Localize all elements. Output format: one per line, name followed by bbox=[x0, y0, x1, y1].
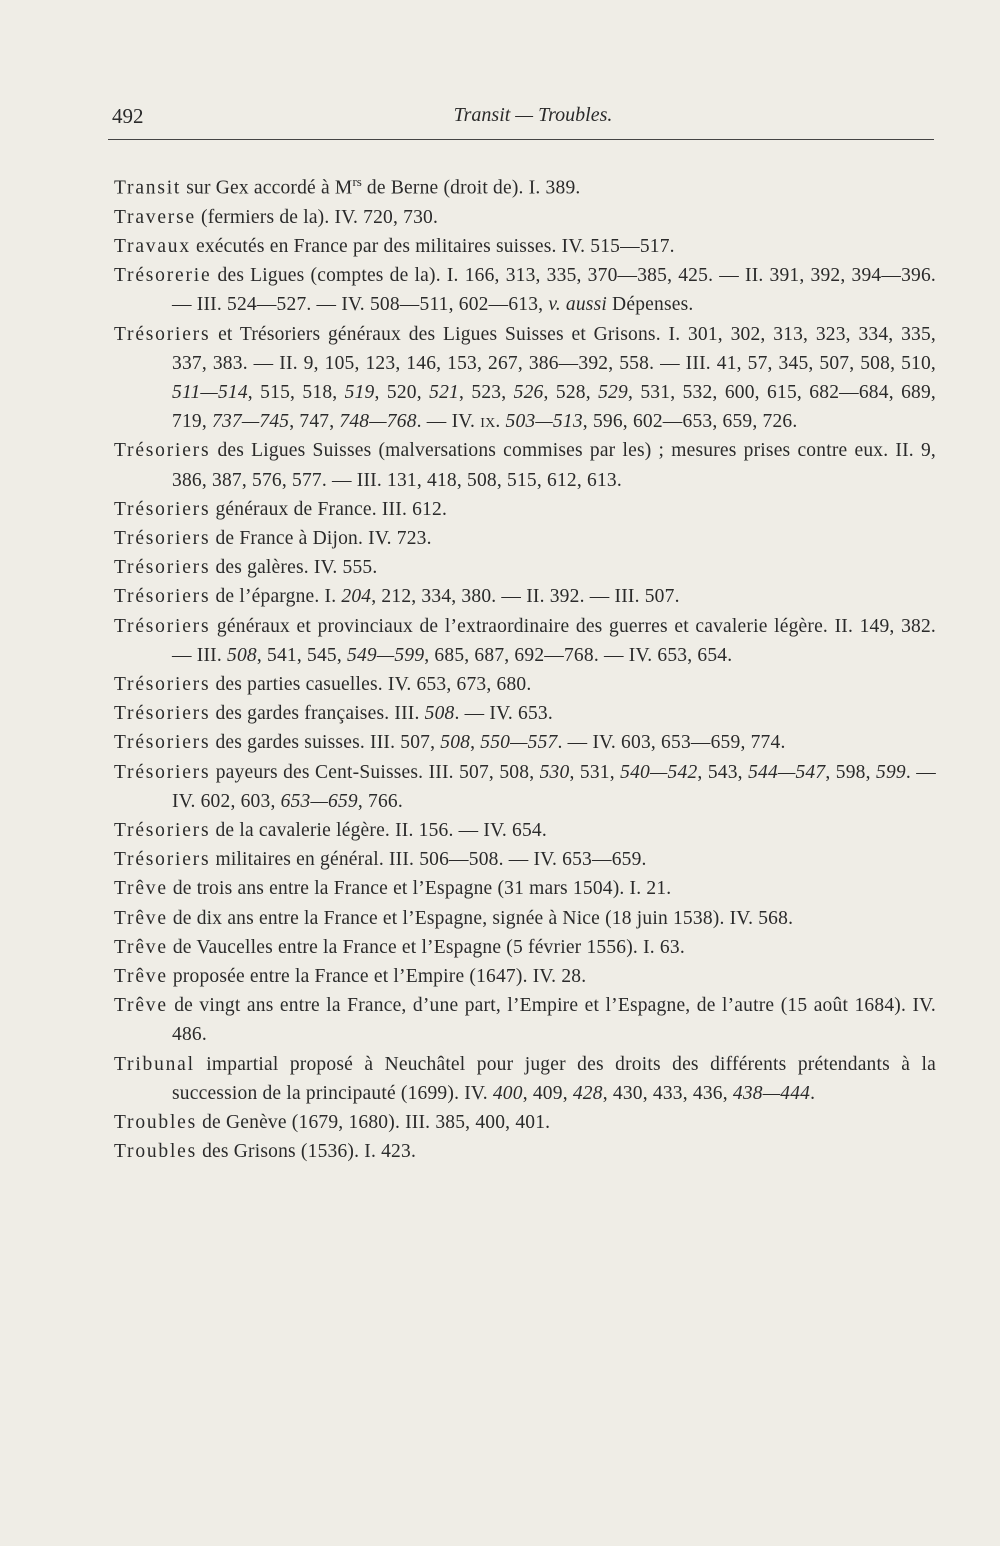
index-entry bbox=[114, 612, 936, 670]
index-entry bbox=[114, 232, 936, 261]
entry-text: des gardes suisses. III. 507, bbox=[210, 732, 441, 754]
index-entry bbox=[114, 261, 936, 319]
entry-text: . — IV. bbox=[416, 411, 481, 433]
entry-text: 204 bbox=[341, 586, 372, 608]
index-entry bbox=[114, 203, 936, 232]
entry-headword: Trésoriers bbox=[114, 498, 211, 520]
entry-headword: Trésoriers bbox=[114, 440, 211, 462]
entry-text: ix bbox=[480, 411, 496, 433]
entry-headword: Trésoriers bbox=[114, 849, 211, 871]
index-entry bbox=[114, 320, 936, 437]
entry-text: proposée entre la France et l’Empire (1647). IV. 28. bbox=[167, 965, 587, 987]
entry-headword: Tribunal bbox=[114, 1053, 195, 1075]
entry-text: 737—745 bbox=[212, 411, 290, 433]
entry-text: , 685, 687, 692—768. — IV. 653, 654. bbox=[424, 644, 733, 666]
entry-headword: Trêve bbox=[114, 965, 168, 987]
entry-text: rs bbox=[352, 174, 362, 189]
entry-text: . — IV. 602, 603, bbox=[172, 761, 937, 812]
entry-text: 428 bbox=[572, 1082, 603, 1104]
entry-headword: Trésoriers bbox=[114, 732, 211, 754]
entry-headword: Trêve bbox=[114, 907, 168, 929]
entry-headword: Troubles bbox=[114, 1141, 198, 1163]
entry-text: v. aussi bbox=[548, 294, 607, 316]
entry-headword: Trésoriers bbox=[114, 527, 211, 549]
entry-text: 550—557 bbox=[480, 732, 558, 754]
entry-text: de dix ans entre la France et l’Espagne, signée à Nice (18 juin 1538). IV. 568. bbox=[167, 907, 794, 929]
entry-text: 544—547 bbox=[748, 761, 826, 783]
entry-text: 438—444 bbox=[732, 1082, 811, 1104]
entry-headword: Trésoriers bbox=[114, 703, 211, 725]
entry-text: 653—659 bbox=[280, 790, 358, 812]
entry-headword: Troubles bbox=[114, 1112, 198, 1133]
entry-text: des galères. IV. 555. bbox=[210, 557, 378, 579]
entry-text: 599 bbox=[876, 761, 906, 783]
entry-text: . bbox=[810, 1082, 816, 1104]
entry-text: de Berne (droit de). I. 389. bbox=[361, 177, 581, 199]
index-entry bbox=[114, 962, 936, 991]
entry-text: , 766. bbox=[357, 790, 403, 812]
entry-text: , 523, bbox=[459, 381, 514, 403]
index-entry bbox=[114, 991, 936, 1049]
header-rule bbox=[108, 139, 934, 140]
entry-text: 503—513 bbox=[505, 411, 583, 433]
entry-text: 529 bbox=[598, 381, 628, 403]
entry-headword: Trésoriers bbox=[114, 819, 211, 841]
entry-headword: Transit bbox=[114, 177, 182, 199]
entry-text: , 520, bbox=[374, 381, 430, 403]
entry-text: payeurs des Cent-Suisses. III. 507, 508, bbox=[210, 761, 540, 783]
page-header bbox=[112, 104, 934, 138]
index-entry bbox=[114, 670, 936, 699]
entry-text: 540—542 bbox=[620, 761, 698, 783]
entry-headword: Trêve bbox=[114, 936, 168, 958]
index-entries bbox=[114, 167, 936, 1166]
entry-text: 748—768 bbox=[339, 411, 417, 433]
entry-text: 508 bbox=[227, 644, 257, 666]
entry-text: , 409, bbox=[522, 1082, 573, 1104]
entry-text: militaires en général. III. 506—508. — IV. 653—659. bbox=[210, 849, 647, 871]
entry-headword: Trésoriers bbox=[114, 557, 211, 579]
entry-text: 400 bbox=[492, 1082, 523, 1104]
index-entry bbox=[114, 1137, 936, 1166]
entry-text: 508 bbox=[440, 732, 471, 754]
entry-headword: Traverse bbox=[114, 206, 196, 228]
entry-text: des parties casuelles. IV. 653, 673, 680. bbox=[210, 673, 532, 695]
entry-text: , 528, bbox=[543, 381, 599, 403]
entry-text: de trois ans entre la France et l’Espagne (31 mars 1504). I. 21. bbox=[167, 878, 672, 900]
entry-text: 530 bbox=[539, 761, 570, 783]
entry-headword: Trêve bbox=[114, 995, 168, 1017]
entry-text: (fermiers de la). IV. 720, 730. bbox=[195, 206, 439, 228]
entry-text: exécutés en France par des militaires suisses. IV. 515—517. bbox=[190, 235, 675, 257]
entry-headword: Trésoriers bbox=[114, 586, 211, 608]
page-number: 492 bbox=[112, 104, 144, 128]
entry-text: de la cavalerie légère. II. 156. — IV. 654. bbox=[210, 819, 547, 841]
entry-text: généraux et provinciaux de l’extraordinaire des guerres et cavalerie légère. II. 149, 382. — III. bbox=[172, 615, 936, 666]
index-entry bbox=[114, 495, 936, 524]
entry-text: , 598, bbox=[825, 761, 877, 783]
entry-text: , 541, 545, bbox=[256, 644, 348, 666]
entry-text: , 543, bbox=[697, 761, 749, 783]
entry-text: , 430, 433, 436, bbox=[602, 1082, 733, 1104]
entry-text: , 596, 602—653, 659, 726. bbox=[582, 411, 798, 433]
entry-text: , 531, bbox=[569, 761, 621, 783]
entry-text: 519 bbox=[344, 381, 375, 403]
index-entry bbox=[114, 167, 936, 203]
entry-text: des Ligues Suisses (malversations commises par les) ; mesures prises contre eux. II. 9, 386, 387, 576, 577. — III. 131, 418, 508, 515, 612, 613. bbox=[172, 440, 936, 491]
index-entry bbox=[114, 699, 936, 728]
entry-headword: Trésorerie bbox=[114, 265, 212, 287]
entry-text: , 531, 532, 600, 615, 682—684, 689, 719, bbox=[172, 381, 936, 433]
entry-headword: Trêve bbox=[114, 878, 168, 900]
index-entry bbox=[114, 524, 936, 553]
entry-text: et Trésoriers généraux des Ligues Suisses et Grisons. I. 301, 302, 313, 323, 334, 335, 337, 383. — II. 9, 105, 123, 146, 153, 267, 386—392, 558. — III. 41, 57, 345, 507, 508, 510, bbox=[172, 323, 936, 374]
entry-headword: Travaux bbox=[114, 235, 191, 257]
entry-text: 549—599 bbox=[347, 644, 425, 666]
index-entry bbox=[114, 553, 936, 582]
index-entry bbox=[114, 874, 936, 903]
entry-text: de Vaucelles entre la France et l’Espagne (5 février 1556). I. 63. bbox=[167, 936, 685, 958]
entry-text: , 515, 518, bbox=[247, 381, 345, 403]
entry-text: 508 bbox=[424, 703, 455, 725]
entry-text: . — IV. 653. bbox=[454, 703, 553, 725]
entry-text: , 212, 334, 380. — II. 392. — III. 507. bbox=[371, 586, 680, 608]
entry-text: de vingt ans entre la France, d’une part, l’Empire et l’Espagne, de l’autre (15 août 1684). IV. 486. bbox=[167, 995, 936, 1046]
index-entry bbox=[114, 933, 936, 962]
index-entry bbox=[114, 758, 936, 816]
entry-text: 511—514 bbox=[172, 381, 248, 403]
entry-headword: Trésoriers bbox=[114, 673, 211, 695]
index-entry bbox=[114, 728, 936, 757]
entry-text: . bbox=[495, 411, 506, 433]
entry-headword: Trésoriers bbox=[114, 761, 211, 783]
entry-text: 521 bbox=[429, 381, 459, 403]
index-entry bbox=[114, 436, 936, 494]
entry-text: impartial proposé à Neuchâtel pour juger des droits des différents prétendants à la succession de la principauté (1699). IV. bbox=[172, 1053, 936, 1104]
index-entry bbox=[114, 1108, 936, 1137]
entry-text: , bbox=[470, 732, 481, 754]
index-entry bbox=[114, 845, 936, 874]
index-entry bbox=[114, 816, 936, 845]
index-entry bbox=[114, 1050, 936, 1108]
entry-text: généraux de France. III. 612. bbox=[210, 498, 448, 520]
entry-text: Dépenses. bbox=[606, 294, 694, 316]
entry-text: sur Gex accordé à M bbox=[181, 177, 353, 199]
entry-text: des gardes françaises. III. bbox=[210, 703, 425, 725]
index-entry bbox=[114, 582, 936, 611]
entry-text: 526 bbox=[513, 381, 544, 403]
entry-text: de l’épargne. I. bbox=[210, 586, 342, 608]
running-title: Transit — Troubles. bbox=[453, 104, 613, 126]
entry-headword: Trésoriers bbox=[114, 323, 211, 345]
entry-text: des Grisons (1536). I. 423. bbox=[197, 1141, 417, 1163]
entry-text: , 747, bbox=[289, 411, 340, 433]
entry-text: . — IV. 603, 653—659, 774. bbox=[557, 732, 786, 754]
index-entry bbox=[114, 904, 936, 933]
entry-headword: Trésoriers bbox=[114, 615, 211, 637]
entry-text: de France à Dijon. IV. 723. bbox=[210, 527, 432, 549]
entry-text: de Genève (1679, 1680). III. 385, 400, 401. bbox=[197, 1112, 551, 1133]
entry-text: des Ligues (comptes de la). I. 166, 313, 335, 370—385, 425. — II. 391, 392, 394—396. — III. 524—527. — IV. 508—511, 602—613, bbox=[172, 265, 936, 316]
